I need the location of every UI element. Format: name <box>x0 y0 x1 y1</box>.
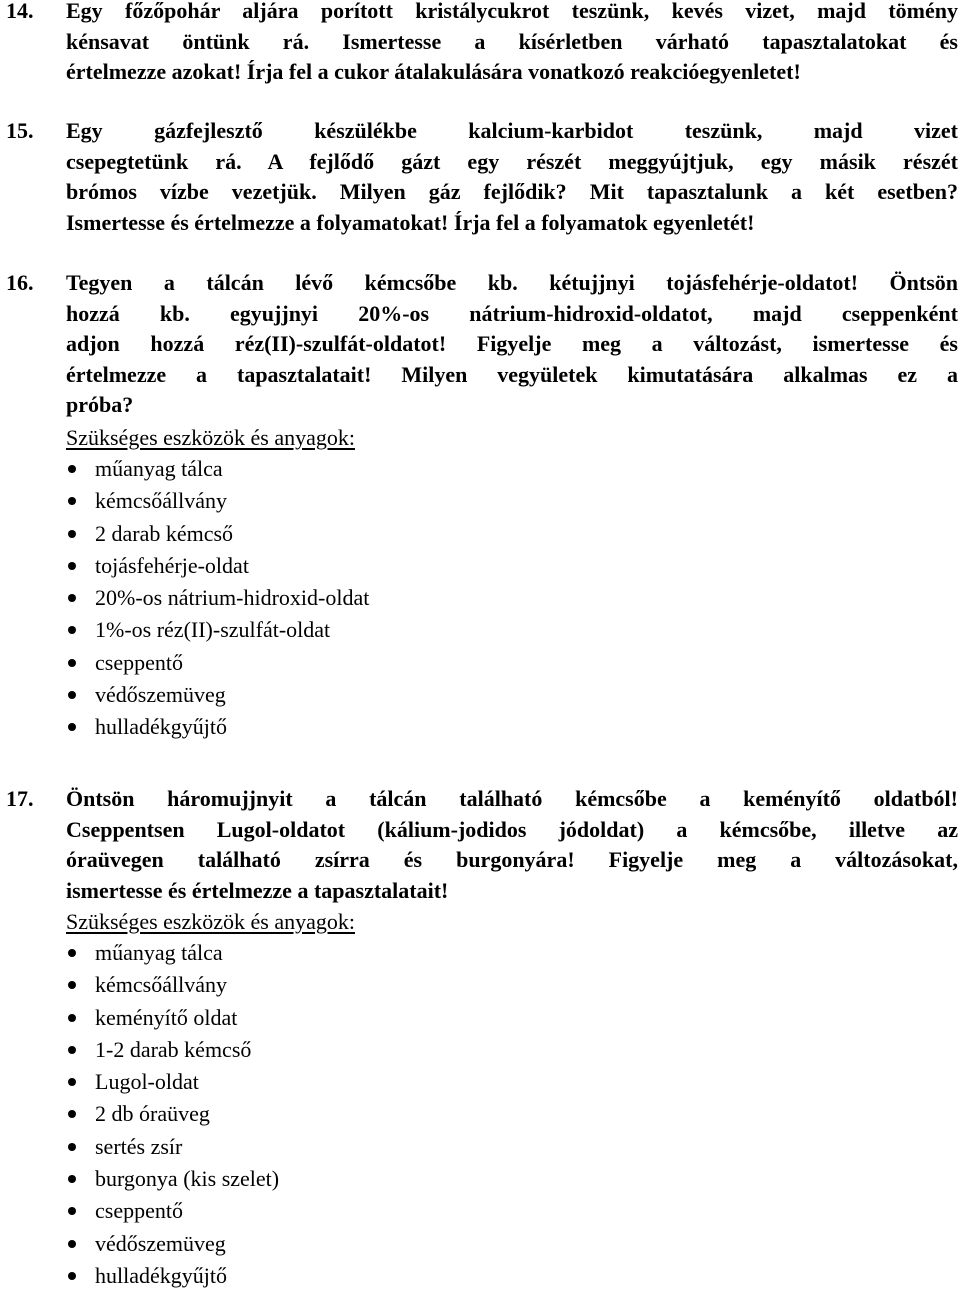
materials-list <box>66 937 946 1292</box>
question-number: 17. <box>6 786 34 811</box>
list-item: tojásfehérje-oldat <box>66 550 946 582</box>
question-line: Öntsön háromujjnyit a tálcán található kémcsőbe a keményítő oldatból! <box>66 786 958 811</box>
bullet-icon <box>68 1143 76 1151</box>
question-text <box>66 268 958 421</box>
bullet-icon <box>68 530 76 538</box>
bullet-icon <box>68 1175 76 1183</box>
list-item: műanyag tálca <box>66 453 946 485</box>
question-line: hozzá kb. egyujjnyi 20%-os nátrium-hidroxid-oldatot, majd cseppenként <box>66 300 958 326</box>
bullet-icon <box>68 1046 76 1054</box>
bullet-icon <box>68 691 76 699</box>
question-line: Cseppentsen Lugol-oldatot (kálium-jodidos jódoldat) a kémcsőbe, illetve az <box>66 816 958 842</box>
list-item: 1%-os réz(II)-szulfát-oldat <box>66 614 946 646</box>
question-line: brómos vízbe vezetjük. Milyen gáz fejlődik? Mit tapasztalunk a két esetben? <box>66 179 958 204</box>
list-item: 2 darab kémcső <box>66 518 946 550</box>
bullet-icon <box>68 594 76 602</box>
bullet-icon <box>68 1240 76 1248</box>
list-item: 20%-os nátrium-hidroxid-oldat <box>66 582 946 614</box>
bullet-icon <box>68 723 76 731</box>
bullet-icon <box>68 1272 76 1280</box>
question-number: 16. <box>6 270 34 295</box>
question-line: adjon hozzá réz(II)-szulfát-oldatot! Figyelje meg a változást, ismertesse és <box>66 331 958 356</box>
list-item: keményítő oldat <box>66 1002 946 1034</box>
bullet-icon <box>68 1207 76 1215</box>
bullet-icon <box>68 1110 76 1118</box>
question-line: próba? <box>66 392 134 417</box>
list-item: műanyag tálca <box>66 937 946 969</box>
bullet-icon <box>68 465 76 473</box>
question-number: 14. <box>6 0 34 23</box>
list-item: 2 db óraüveg <box>66 1098 946 1130</box>
materials-title: Szükséges eszközök és anyagok: <box>66 909 355 934</box>
question-line: csepegtetünk rá. A fejlődő gázt egy részét meggyújtjuk, egy másik részét <box>66 148 958 174</box>
bullet-icon <box>68 626 76 634</box>
question-line: Egy gázfejlesztő készülékbe kalcium-karbidot teszünk, majd vizet <box>66 118 958 143</box>
question-text <box>66 784 958 906</box>
list-item: kémcsőállvány <box>66 485 946 517</box>
bullet-icon <box>68 1014 76 1022</box>
list-item: Lugol-oldat <box>66 1066 946 1098</box>
question-line: értelmezze azokat! Írja fel a cukor átalakulására vonatkozó reakcióegyenletet! <box>66 59 801 84</box>
materials-section-17 <box>66 907 946 1292</box>
materials-section-16 <box>66 423 946 744</box>
list-item: kémcsőállvány <box>66 969 946 1001</box>
question-line: óraüvegen található zsírra és burgonyára! Figyelje meg a változásokat, <box>66 847 958 872</box>
bullet-icon <box>68 949 76 957</box>
bullet-icon <box>68 659 76 667</box>
materials-list <box>66 453 946 744</box>
question-line: Tegyen a tálcán lévő kémcsőbe kb. kétujjnyi tojásfehérje-oldatot! Öntsön <box>66 270 958 295</box>
question-line: ismertesse és értelmezze a tapasztalatait! <box>66 877 449 903</box>
list-item: hulladékgyűjtő <box>66 711 946 743</box>
materials-title: Szükséges eszközök és anyagok: <box>66 425 355 450</box>
bullet-icon <box>68 497 76 505</box>
question-text <box>66 116 958 238</box>
question-number: 15. <box>6 118 34 143</box>
question-line: kénsavat öntünk rá. Ismertesse a kísérletben várható tapasztalatokat és <box>66 28 958 54</box>
list-item: 1-2 darab kémcső <box>66 1034 946 1066</box>
list-item: sertés zsír <box>66 1131 946 1163</box>
bullet-icon <box>68 562 76 570</box>
list-item: védőszemüveg <box>66 1228 946 1260</box>
question-line: Egy főzőpohár aljára porított kristálycukrot teszünk, kevés vizet, majd tömény <box>66 0 958 23</box>
bullet-icon <box>68 981 76 989</box>
question-text <box>66 0 958 88</box>
bullet-icon <box>68 1078 76 1086</box>
list-item: védőszemüveg <box>66 679 946 711</box>
list-item: cseppentő <box>66 647 946 679</box>
question-line: értelmezze a tapasztalatait! Milyen vegyületek kimutatására alkalmas ez a <box>66 361 958 387</box>
list-item: cseppentő <box>66 1195 946 1227</box>
list-item: hulladékgyűjtő <box>66 1260 946 1292</box>
list-item: burgonya (kis szelet) <box>66 1163 946 1195</box>
question-line: Ismertesse és értelmezze a folyamatokat! Írja fel a folyamatok egyenletét! <box>66 209 755 235</box>
